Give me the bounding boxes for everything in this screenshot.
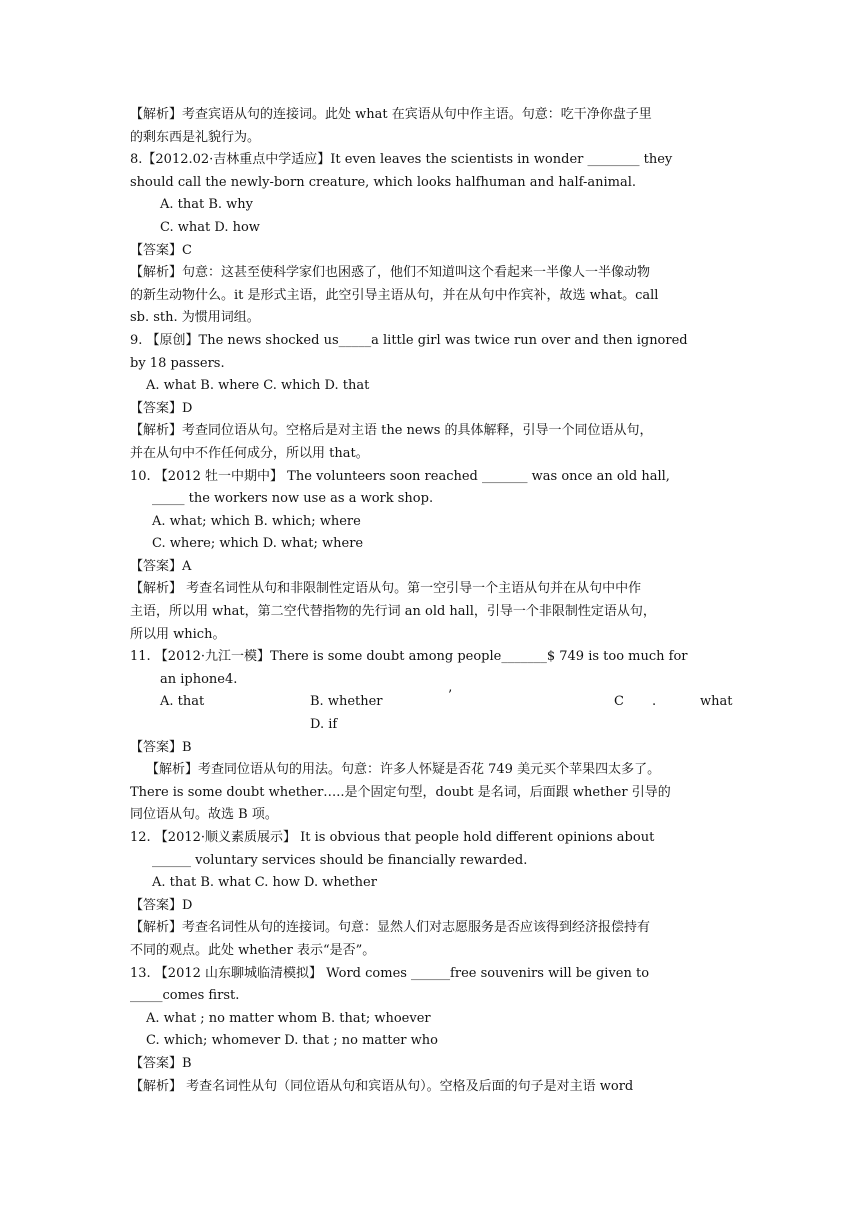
q11-analysis-line-3: 同位语从句。故选 B 项。 [130,807,278,823]
q9-stem-line-1: 9. 【原创】The news shocked us_____a little girl was twice run over and then ignored [130,332,688,348]
q13-answer: 【答案】B [130,1055,192,1071]
q10-analysis-line-3: 所以用 which。 [130,626,226,642]
q12-options: A. that B. what C. how D. whether [152,875,377,891]
q11-option-c-dot: . [652,694,657,710]
q10-answer: 【答案】A [130,558,192,574]
q9-answer: 【答案】D [130,400,193,416]
q12-answer: 【答案】D [130,897,193,913]
q11-option-c-word: what [700,694,733,710]
q11-option-d: D. if [310,717,338,733]
q8-stem-line-1: 8.【2012.02·吉林重点中学适应】It even leaves the scientists in wonder ________ they [130,152,673,168]
q8-stem-line-2: should call the newly-born creature, which looks halfhuman and half-animal. [130,174,637,190]
q13-options-line-2: C. which; whomever D. that ; no matter who [146,1033,438,1049]
q11-option-c-letter: C [614,694,624,710]
q11-option-a: A. that [160,694,205,710]
q12-analysis-line-2: 不同的观点。此处 whether 表示“是否”。 [130,942,376,958]
q11-analysis-line-1: 【解析】考查同位语从句的用法。句意：许多人怀疑是否花 749 美元买个苹果四太多了。 [146,762,661,778]
q13-stem-line-1: 13. 【2012 山东聊城临清模拟】 Word comes ______free souvenirs will be given to [130,965,650,981]
q11-stray-mark: ’ [448,688,453,704]
q11-options [130,688,733,736]
q9-options: A. what B. where C. which D. that [146,378,370,394]
q11-stem-line-1: 11. 【2012·九江一模】There is some doubt among people_______$ 749 is too much for [130,649,688,665]
document-page [130,104,733,1098]
q8-answer: 【答案】C [130,242,192,258]
q11-analysis-line-2: There is some doubt whether…..是个固定句型，doubt 是名词，后面跟 whether 引导的 [130,784,671,800]
q8-options-line-1: A. that B. why [160,197,254,213]
q10-stem-line-2: _____ the workers now use as a work shop. [152,491,434,507]
q10-analysis-line-1: 【解析】 考查名词性从句和非限制性定语从句。第一空引导一个主语从句并在从句中中作 [130,581,642,597]
q13-stem-line-2: _____comes first. [130,988,240,1004]
q8-options-line-2: C. what D. how [160,219,260,235]
q7-analysis-line-2: 的剩东西是礼貌行为。 [130,129,261,145]
q11-answer: 【答案】B [130,739,192,755]
q9-analysis-line-2: 并在从句中不作任何成分，所以用 that。 [130,445,369,461]
q10-options-line-1: A. what; which B. which; where [152,513,361,529]
q8-analysis-line-1: 【解析】句意：这甚至使科学家们也困惑了，他们不知道叫这个看起来一半像人一半像动物 [130,265,651,281]
q9-stem-line-2: by 18 passers. [130,355,225,371]
q10-analysis-line-2: 主语，所以用 what，第二空代替指物的先行词 an old hall，引导一个非限制性定语从句， [130,604,656,620]
q11-option-b: B. whether [310,694,383,710]
q11-stem-line-2: an iphone4. [160,671,238,687]
q10-options-line-2: C. where; which D. what; where [152,536,364,552]
q12-stem-line-1: 12. 【2012·顺义素质展示】 It is obvious that people hold different opinions about [130,830,655,845]
q13-options-line-1: A. what ; no matter whom B. that; whoever [146,1010,431,1026]
q12-analysis-line-1: 【解析】考查名词性从句的连接词。句意：显然人们对志愿服务是否应该得到经济报偿持有 [130,920,651,936]
q9-analysis-line-1: 【解析】考查同位语从句。空格后是对主语 the news 的具体解释，引导一个同位语从句， [130,423,653,439]
q12-stem-line-2: ______ voluntary services should be financially rewarded. [152,852,528,868]
q8-analysis-line-2: 的新生动物什么。it 是形式主语，此空引导主语从句，并在从句中作宾补，故选 what。call [130,287,659,303]
q8-analysis-line-3: sb. sth. 为惯用词组。 [130,310,260,326]
q13-analysis-line-1: 【解析】 考查名词性从句（同位语从句和宾语从句）。空格及后面的句子是对主语 word [130,1078,634,1094]
q10-stem-line-1: 10. 【2012 牡一中期中】 The volunteers soon reached _______ was once an old hall, [130,468,670,484]
q7-analysis-line-1: 【解析】考查宾语从句的连接词。此处 what 在宾语从句中作主语。句意：吃干净你盘子里 [130,107,652,122]
